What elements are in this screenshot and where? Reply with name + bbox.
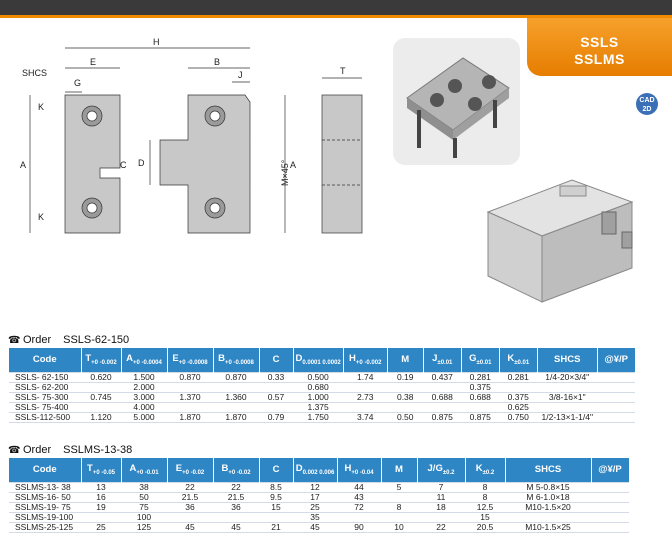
row-code: SSLS-112-500	[9, 412, 81, 422]
table-cell	[167, 512, 213, 522]
table-cell: 45	[167, 522, 213, 532]
phone-icon: ☎	[8, 445, 21, 456]
table-cell: 44	[337, 482, 381, 492]
col-T: $T_{+0 -0.05}$	[81, 458, 121, 482]
col-C: C	[259, 348, 293, 372]
label-SHCS: SHCS	[22, 68, 48, 78]
table-row	[9, 482, 629, 492]
dim-E: E	[90, 57, 97, 67]
col-D: $D_{0.002 0.006}$	[293, 458, 337, 482]
col-M: M	[381, 458, 417, 482]
table-cell: 21	[259, 522, 293, 532]
table-cell: 0.50	[387, 412, 423, 422]
dim-D: D	[138, 158, 145, 168]
table-cell	[343, 382, 387, 392]
table-cell: 2.73	[343, 392, 387, 402]
table-cell: 3/8-16×1"	[537, 392, 597, 402]
table-cell	[591, 512, 629, 522]
table-cell: 0.57	[259, 392, 293, 402]
dim-A-right: A	[290, 160, 297, 170]
table-cell: 20.5	[465, 522, 505, 532]
table-cell: 35	[293, 512, 337, 522]
table-cell: 1.375	[293, 402, 343, 412]
table-cell: M10-1.5×25	[505, 522, 591, 532]
table-row	[9, 522, 629, 532]
col-G: $G_{\pm 0.01}$	[461, 348, 499, 372]
table-cell: 50	[121, 492, 167, 502]
table-cell	[597, 402, 635, 412]
dim-H: H	[153, 37, 160, 47]
row-code: SSLMS-19- 75	[9, 502, 81, 512]
table-cell: 0.625	[499, 402, 537, 412]
mold-illustration	[482, 172, 672, 312]
order-code: SSLS-62-150	[63, 334, 130, 346]
product-photo-mold	[482, 172, 672, 312]
table-cell	[423, 382, 461, 392]
order-label: Order	[23, 444, 52, 456]
table-cell: 16	[81, 492, 121, 502]
table-cell: 0.79	[259, 412, 293, 422]
table-cell: 1.120	[81, 412, 121, 422]
table-row	[9, 372, 635, 382]
table-cell: 0.375	[499, 392, 537, 402]
table-cell: 1.870	[167, 412, 213, 422]
table-cell: 0.33	[259, 372, 293, 382]
table-cell: 36	[167, 502, 213, 512]
table-cell: 22	[417, 522, 465, 532]
row-code: SSLS- 62-200	[9, 382, 81, 392]
top-bar	[0, 0, 672, 18]
col-E: $E_{+0 -0.0008}$	[167, 348, 213, 372]
table-cell: 1.74	[343, 372, 387, 382]
table-row	[9, 402, 635, 412]
table-cell: 21.5	[167, 492, 213, 502]
table-cell: 45	[293, 522, 337, 532]
table-row	[9, 492, 629, 502]
table-cell	[537, 402, 597, 412]
table-cell: 12	[293, 482, 337, 492]
table-cell: 0.688	[423, 392, 461, 402]
table-cell: 17	[293, 492, 337, 502]
table-cell: 8	[381, 502, 417, 512]
col-M: M	[387, 348, 423, 372]
table-cell: 8	[465, 482, 505, 492]
table-cell: 9.5	[259, 492, 293, 502]
table-cell	[259, 382, 293, 392]
table-cell: 19	[81, 502, 121, 512]
col-B: $B_{+0 -0.02}$	[213, 458, 259, 482]
table-cell: 0.688	[461, 392, 499, 402]
table-cell: 43	[337, 492, 381, 502]
table-cell: 0.870	[213, 372, 259, 382]
table-cell: 5.000	[121, 412, 167, 422]
table-cell: 8	[465, 492, 505, 502]
table-cell	[81, 402, 121, 412]
col-code: Code	[9, 458, 81, 482]
table-cell: 90	[337, 522, 381, 532]
table-row	[9, 412, 635, 422]
table-cell: 21.5	[213, 492, 259, 502]
col-SHCS: SHCS	[537, 348, 597, 372]
table-cell: 1.000	[293, 392, 343, 402]
table-cell: 0.38	[387, 392, 423, 402]
table-cell: 13	[81, 482, 121, 492]
table-cell: 25	[81, 522, 121, 532]
table-cell	[597, 372, 635, 382]
table-cell: 15	[259, 502, 293, 512]
order-label: Order	[23, 334, 52, 346]
col-H: $H_{+0 -0.04}$	[337, 458, 381, 482]
dim-A-left: A	[20, 160, 27, 170]
col-B: $B_{+0 -0.0008}$	[213, 348, 259, 372]
order-line-1	[8, 334, 129, 346]
table-cell: 0.375	[461, 382, 499, 392]
table-cell: 72	[337, 502, 381, 512]
col-price: @¥/P	[597, 348, 635, 372]
table-cell	[591, 522, 629, 532]
table-cell	[213, 512, 259, 522]
table-cell	[417, 512, 465, 522]
product-photo-closeup	[393, 38, 520, 165]
table-cell: 0.680	[293, 382, 343, 392]
dim-T: T	[340, 66, 346, 76]
cad-2d-icon[interactable]: CAD 2D	[636, 93, 658, 115]
table-cell: 75	[121, 502, 167, 512]
dim-J: J	[238, 70, 243, 80]
row-code: SSLMS-13- 38	[9, 482, 81, 492]
table-cell: 12.5	[465, 502, 505, 512]
table-cell	[167, 402, 213, 412]
badge-line1: SSLS	[580, 34, 619, 50]
col-H: $H_{+0 -0.002}$	[343, 348, 387, 372]
table-cell: 4.000	[121, 402, 167, 412]
table-cell: 1.750	[293, 412, 343, 422]
table-cell: 0.500	[293, 372, 343, 382]
table-cell: 0.745	[81, 392, 121, 402]
table-cell: 15	[465, 512, 505, 522]
table-cell	[387, 402, 423, 412]
order-code: SSLMS-13-38	[63, 444, 133, 456]
table-cell: 1.500	[121, 372, 167, 382]
table-cell: 38	[121, 482, 167, 492]
table-cell: 0.750	[499, 412, 537, 422]
order-line-2	[8, 444, 132, 456]
table-cell: 36	[213, 502, 259, 512]
dim-B: B	[214, 57, 221, 67]
row-code: SSLS- 75-300	[9, 392, 81, 402]
table-cell	[259, 402, 293, 412]
table-cell	[381, 492, 417, 502]
col-K: $K_{\pm 0.2}$	[465, 458, 505, 482]
row-code: SSLMS-16- 50	[9, 492, 81, 502]
table-cell: 0.875	[461, 412, 499, 422]
row-code: SSLMS-19-100	[9, 512, 81, 522]
table-cell	[591, 492, 629, 502]
table-cell: 0.437	[423, 372, 461, 382]
phone-icon: ☎	[8, 335, 21, 346]
table-cell: 0.19	[387, 372, 423, 382]
table-cell: 1.370	[167, 392, 213, 402]
table-cell	[337, 512, 381, 522]
row-code: SSLS- 75-400	[9, 402, 81, 412]
col-K: $K_{\pm 0.01}$	[499, 348, 537, 372]
closeup-illustration	[393, 38, 520, 165]
table-cell: M10-1.5×20	[505, 502, 591, 512]
table-cell	[597, 412, 635, 422]
row-code: SSLMS-25-125	[9, 522, 81, 532]
table-cell	[259, 512, 293, 522]
table-cell: 0.875	[423, 412, 461, 422]
col-D: $D_{0.0001 0.0002}$	[293, 348, 343, 372]
table-cell: 45	[213, 522, 259, 532]
dim-K-bottom: K	[38, 212, 45, 222]
col-E: $E_{+0 -0.02}$	[167, 458, 213, 482]
table-cell	[597, 382, 635, 392]
table-cell	[343, 402, 387, 412]
table-cell	[167, 382, 213, 392]
table-cell	[499, 382, 537, 392]
col-code: Code	[9, 348, 81, 372]
table-row	[9, 502, 629, 512]
col-JG: $J/G_{\pm 0.2}$	[417, 458, 465, 482]
table-cell: 25	[293, 502, 337, 512]
table-cell: 125	[121, 522, 167, 532]
table-cell: 2.000	[121, 382, 167, 392]
dim-K-top: K	[38, 102, 45, 112]
table-cell	[81, 512, 121, 522]
spec-table-ssls	[9, 348, 636, 423]
table-cell	[505, 512, 591, 522]
col-SHCS: SHCS	[505, 458, 591, 482]
dim-C: C	[120, 160, 127, 170]
table-cell	[537, 382, 597, 392]
table-cell	[461, 402, 499, 412]
col-A: $A_{+0 -0.01}$	[121, 458, 167, 482]
table-cell: 0.870	[167, 372, 213, 382]
table-cell: 10	[381, 522, 417, 532]
table-cell: 18	[417, 502, 465, 512]
table-cell: 0.620	[81, 372, 121, 382]
table-row	[9, 382, 635, 392]
table-cell: 1/4-20×3/4"	[537, 372, 597, 382]
product-badge	[527, 18, 672, 76]
table-cell: 1.360	[213, 392, 259, 402]
table-row	[9, 512, 629, 522]
table-cell: 5	[381, 482, 417, 492]
table-cell: 7	[417, 482, 465, 492]
table-cell	[381, 512, 417, 522]
dim-G: G	[74, 78, 82, 88]
table-cell	[387, 382, 423, 392]
spec-table-sslms	[9, 458, 630, 533]
table-cell: M 6-1.0×18	[505, 492, 591, 502]
table-cell	[591, 502, 629, 512]
table-cell: 8.5	[259, 482, 293, 492]
table-cell: 3.000	[121, 392, 167, 402]
table-cell	[591, 482, 629, 492]
table-cell: 22	[213, 482, 259, 492]
table-cell: 0.281	[499, 372, 537, 382]
row-code: SSLS- 62-150	[9, 372, 81, 382]
table-cell: 3.74	[343, 412, 387, 422]
table-cell	[81, 382, 121, 392]
col-T: $T_{+0 -0.002}$	[81, 348, 121, 372]
col-price: @¥/P	[591, 458, 629, 482]
col-J: $J_{\pm 0.01}$	[423, 348, 461, 372]
table-cell: 1.870	[213, 412, 259, 422]
dim-M: M×45°	[280, 159, 290, 186]
table-cell: M 5-0.8×15	[505, 482, 591, 492]
table-cell	[597, 392, 635, 402]
table-cell: 22	[167, 482, 213, 492]
table-cell: 100	[121, 512, 167, 522]
table-cell: 0.281	[461, 372, 499, 382]
table-cell	[213, 382, 259, 392]
table-cell: 11	[417, 492, 465, 502]
table-cell	[213, 402, 259, 412]
table-cell	[423, 402, 461, 412]
technical-drawing	[0, 25, 400, 255]
table-row	[9, 392, 635, 402]
col-C: C	[259, 458, 293, 482]
badge-line2: SSLMS	[574, 51, 625, 67]
col-A: $A_{+0 -0.0004}$	[121, 348, 167, 372]
table-cell: 1/2-13×1-1/4"	[537, 412, 597, 422]
